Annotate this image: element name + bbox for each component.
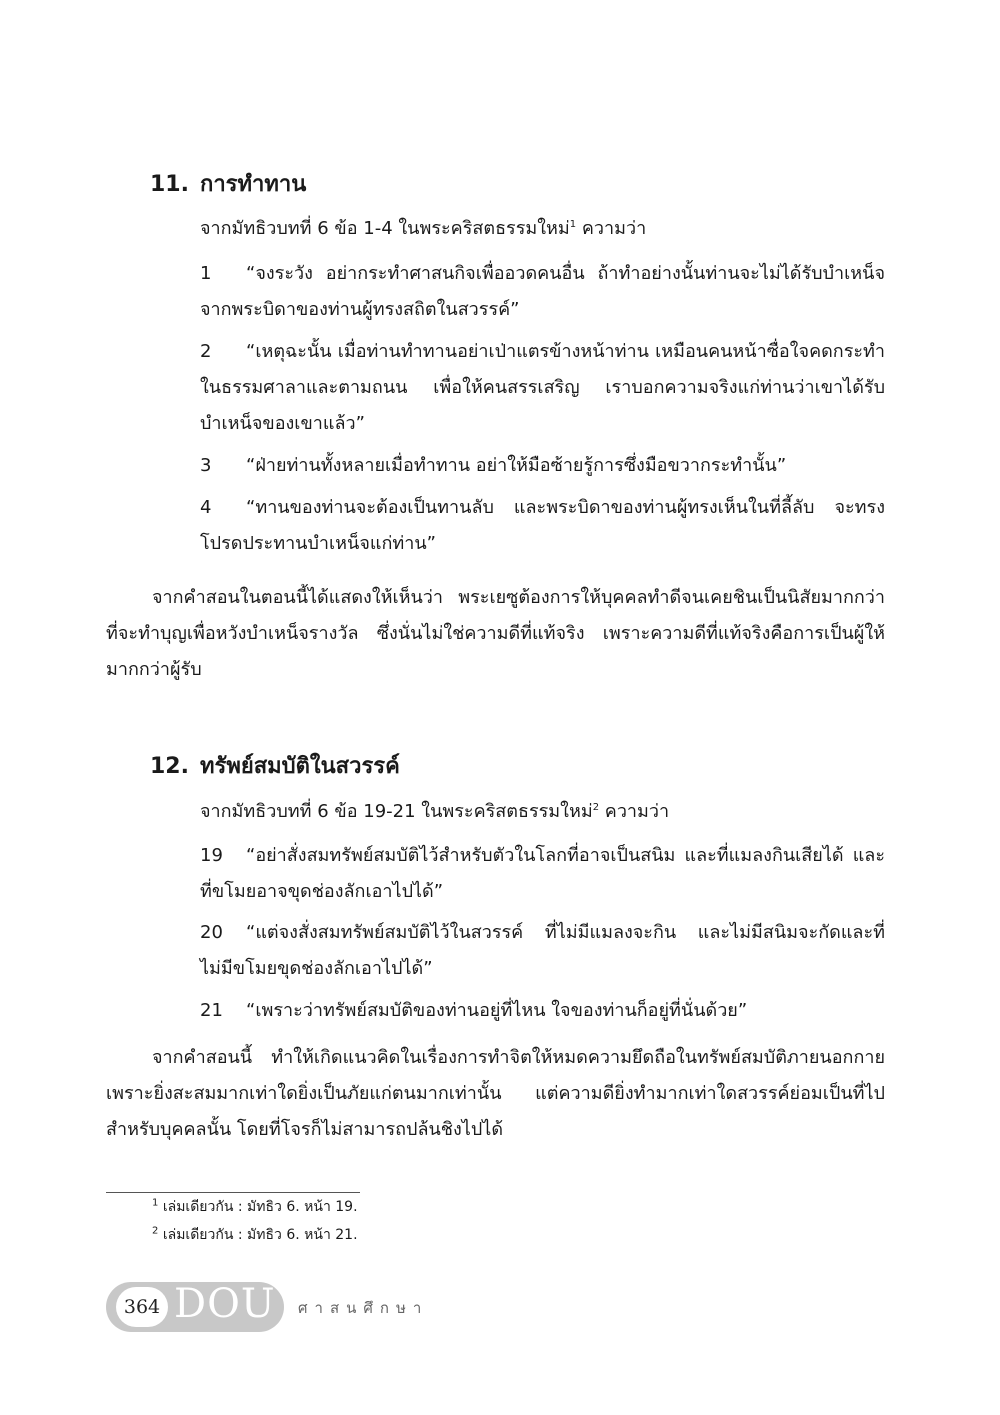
verse-text: “อย่าสั่งสมทรัพย์สมบัติไว้สำหรับตัวในโลกที่อาจเป็นสนิม และที่แมลงกินเสียได้ และที่ขโมยอาจขุดช่องลักเอาไปได้” (200, 845, 885, 902)
footnote-1 (152, 1196, 358, 1218)
section-12-commentary (106, 1040, 885, 1148)
verse-item (200, 915, 885, 987)
verse-number: 19 (200, 845, 223, 866)
section-12-commentary-text: จากคำสอนนี้ ทำให้เกิดแนวคิดในเรื่องการทำจิตให้หมดความยึดถือในทรัพย์สมบัติภายนอกกาย เพราะยิ่งสะสมมากเท่าใดยิ่งเป็นภัยแก่ตนมากเท่านั้น แต่ความดียิ่งทำมากเท่าใดสวรรค์ย่อมเป็นที่ไปสำหรับบุคคลนั้น โดยที่โจรก็ไม่สามารถปล้นชิงไปได้ (106, 1047, 885, 1140)
verse-number: 1 (200, 263, 212, 284)
page-number: 364 (116, 1287, 168, 1327)
section-12-intro-text: จากมัทธิวบทที่ 6 ข้อ 19-21 ในพระคริสตธรรมใหม่ (200, 801, 593, 822)
verse-number: 20 (200, 922, 223, 943)
footnote-text: เล่มเดียวกัน : มัทธิว 6. หน้า 21. (162, 1227, 358, 1243)
footnote-2 (152, 1224, 358, 1246)
section-11-title: การทำทาน (200, 172, 307, 197)
verse-item (200, 490, 885, 562)
section-11-intro-text: จากมัทธิวบทที่ 6 ข้อ 1-4 ในพระคริสตธรรมใหม่ (200, 218, 570, 239)
footnote-mark: 1 (152, 1197, 159, 1209)
verse-text: “แต่จงสั่งสมทรัพย์สมบัติไว้ในสวรรค์ ที่ไม่มีแมลงจะกิน และไม่มีสนิมจะกัดและที่ไม่มีขโมยขุดช่องลักเอาไปได้” (200, 922, 885, 979)
verse-number: 2 (200, 341, 212, 362)
verse-item (200, 838, 885, 910)
brand-logo: DOU (174, 1281, 276, 1327)
footnote-ref-1[interactable]: 1 (569, 219, 577, 230)
verse-number: 4 (200, 497, 212, 518)
verse-number: 3 (200, 455, 212, 476)
verse-text: “เพราะว่าทรัพย์สมบัติของท่านอยู่ที่ไหน ใจของท่านก็อยู่ที่นั่นด้วย” (246, 1000, 748, 1021)
verse-item (200, 448, 885, 484)
section-11-commentary-text: จากคำสอนในตอนนี้ได้แสดงให้เห็นว่า พระเยซูต้องการให้บุคคลทำดีจนเคยชินเป็นนิสัยมากกว่าที่จะทำบุญเพื่อหวังบำเหน็จรางวัล ซึ่งนั่นไม่ใช่ความดีที่แท้จริง เพราะความดีที่แท้จริงคือการเป็นผู้ให้มากกว่าผู้รับ (106, 587, 885, 680)
section-11-intro-tail: ความว่า (576, 218, 647, 239)
footnote-ref-2[interactable]: 2 (592, 802, 600, 813)
section-12-intro-tail: ความว่า (599, 801, 670, 822)
verse-item (200, 256, 885, 328)
footnote-mark: 2 (152, 1225, 159, 1237)
running-title: ศาสนศึกษา (298, 1299, 429, 1317)
verse-text: “ทานของท่านจะต้องเป็นทานลับ และพระบิดาของท่านผู้ทรงเห็นในที่ลี้ลับ จะทรงโปรดประทานบำเหน็จแก่ท่าน” (200, 497, 885, 554)
section-12-number: 12. (150, 754, 189, 779)
verse-text: “ฝ่ายท่านทั้งหลายเมื่อทำทาน อย่าให้มือซ้ายรู้การซึ่งมือขวากระทำนั้น” (246, 455, 787, 476)
footnote-divider (106, 1192, 360, 1193)
section-11-heading (150, 166, 306, 201)
section-11-intro (200, 213, 646, 242)
section-12-intro (200, 796, 669, 825)
verse-text: “จงระวัง อย่ากระทำศาสนกิจเพื่ออวดคนอื่น ถ้าทำอย่างนั้นท่านจะไม่ได้รับบำเหน็จจากพระบิดาของท่านผู้ทรงสถิตในสวรรค์” (200, 263, 885, 320)
verse-number: 21 (200, 1000, 223, 1021)
section-11-commentary (106, 580, 885, 688)
section-12-heading (150, 748, 400, 783)
section-11-number: 11. (150, 172, 189, 197)
verse-item (200, 993, 885, 1029)
footnote-text: เล่มเดียวกัน : มัทธิว 6. หน้า 19. (162, 1199, 358, 1215)
verse-text: “เหตุฉะนั้น เมื่อท่านทำทานอย่าเป่าแตรข้างหน้าท่าน เหมือนคนหน้าซื่อใจคดกระทำในธรรมศาลาและตามถนน เพื่อให้คนสรรเสริญ เราบอกความจริงแก่ท่านว่าเขาได้รับบำเหน็จของเขาแล้ว” (200, 341, 885, 434)
verse-item (200, 334, 885, 442)
section-12-title: ทรัพย์สมบัติในสวรรค์ (200, 754, 400, 779)
